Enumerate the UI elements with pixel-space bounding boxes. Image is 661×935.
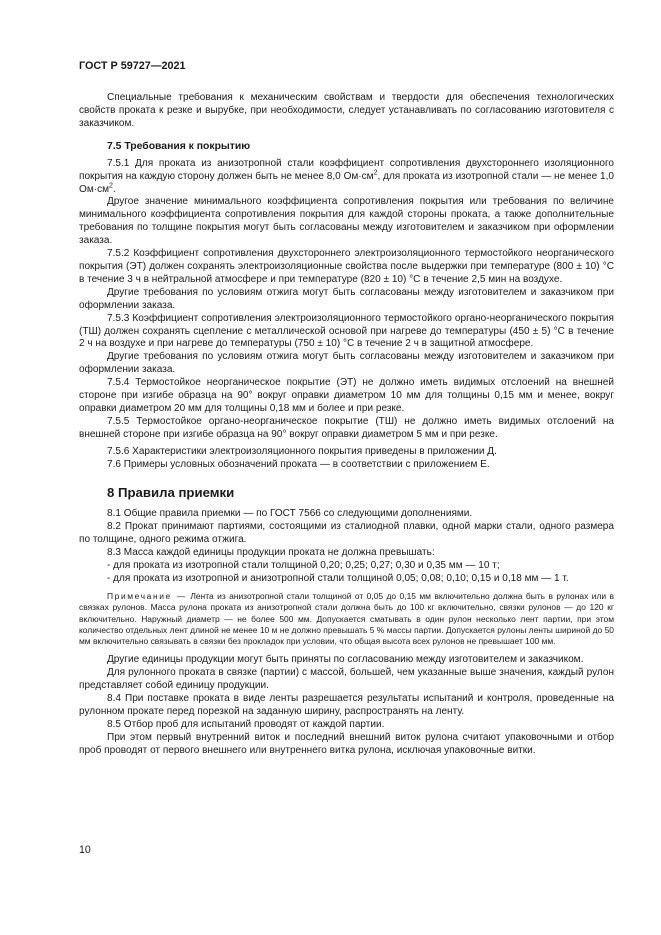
note-label: Примечание — <box>107 590 187 601</box>
paragraph-8-5: 8.5 Отбор проб для испытаний проводят от каждой партии. <box>107 718 385 730</box>
note-text: Лента из анизотропной стали толщиной от 0,05 до 0,15 мм включительно должна быть в рулонах или в связках рулонов. Масса рулона проката из анизотропной стали должна быть до 100 кг включительно, связки рулонов — до 120 кг включительно. Наружный диаметр — не более 500 мм. Допускается сматывать в один рулон несколько лент партии, при этом количество отдельных лент длиной не менее 10 м не должно превышать 5 % массы партии. Допускается рулоны ленты шириной до 50 мм включительно связывать в связки без прокладок при условии, что общая высота всех рулонов не превышает 100 мм. <box>79 590 614 647</box>
paragraph-7-5-5: 7.5.5 Термостойкое органо-неорганическое покрытие (ТШ) не должно иметь видимых отслоений на внешней стороне при изгибе образца на 90° вокруг оправки диаметром 5 мм и при резке. <box>79 415 614 440</box>
paragraph-7-5-2: 7.5.2 Коэффициент сопротивления двухстороннего электроизоляционного термостойкого неорганического покрытия (ЭТ) должен сохранять электроизоляционные свойства после выдержки при температуре (800 ± 10) °С в течение 3 ч в нейтральной атмосфере и при температуре (820 ± 10) °С в течение 2,5 мин на воздухе. <box>79 248 614 285</box>
section-heading-7-5: 7.5 Требования к покрытию <box>107 140 251 152</box>
page-body <box>79 92 614 758</box>
paragraph-7-5-3: 7.5.3 Коэффициент сопротивления электроизоляционного термостойкого органо-неорганического покрытия (ТШ) должен сохранять сцепление с металлической основой при нагреве до температуры (450 ± 5) °С в течение 2 ч на воздухе и при нагреве до температуры (750 ± 10) °С в течение 2 ч в защитной атмосфере. <box>79 312 614 350</box>
note-block <box>79 591 614 647</box>
paragraph-7-6: 7.6 Примеры условных обозначений проката — в соответствии с приложением Е. <box>107 458 490 470</box>
paragraph-8-1: 8.1 Общие правила приемки — по ГОСТ 7566 со следующими дополнениями. <box>107 508 473 520</box>
paragraph-8-4: 8.4 При поставке проката в виде ленты разрешается результаты испытаний и контроля, проведенные на рулонном прокате перед порезкой на заданную ширину, распространять на ленту. <box>79 693 614 718</box>
list-item-anisotropic: - для проката из изотропной и анизотропной стали толщиной 0,05; 0,08; 0,10; 0,15 и 0,18 мм — 1 т. <box>107 573 569 584</box>
paragraph-other-units: Другие единицы продукции могут быть приняты по согласованию между изготовителем и заказчиком. <box>107 654 584 666</box>
list-item-isotropic: - для проката из изотропной стали толщиной 0,20; 0,25; 0,27; 0,30 и 0,35 мм — 10 т; <box>107 560 500 572</box>
paragraph-other-annealing-2: Другие требования по условиям отжига могут быть согласованы между изготовителем и заказчиком при оформлении заказа. <box>79 351 614 376</box>
page-number: 10 <box>79 844 91 856</box>
paragraph-roll-bundle: Для рулонного проката в связке (партии) с массой, большей, чем указанные выше значения, каждый рулон представляет собой единицу продукции. <box>79 667 614 692</box>
paragraph-7-5-4: 7.5.4 Термостойкое неорганическое покрытие (ЭТ) не должно иметь видимых отслоений на внешней стороне при изгибе образца на 90° вокруг оправки диаметром 10 мм для толщины 0,15 мм и менее, вокруг оправки диаметром 20 мм для толщины 0,18 мм и более и при резке. <box>79 377 614 414</box>
paragraph-sampling: При этом первый внутренний виток и последний внешний виток рулона считают упаковочными и отбор проб проводят от первого внешнего или внутреннего витка рулона, исключая упаковочные витки. <box>79 731 614 756</box>
paragraph-other-annealing-1: Другие требования по условиям отжига могут быть согласованы между изготовителем и заказчиком при оформлении заказа. <box>79 286 614 311</box>
paragraph-8-2: 8.2 Прокат принимают партиями, состоящими из сталиодной плавки, одной марки стали, одного размера по толщине, одного режима отжига. <box>79 521 614 546</box>
document-header: ГОСТ Р 59727—2021 <box>79 60 186 72</box>
section-heading-8: 8 Правила приемки <box>107 485 235 501</box>
paragraph-8-3: 8.3 Масса каждой единицы продукции проката не должна превышать: <box>107 547 435 559</box>
paragraph-mechanical-requirements: Специальные требования к механическим свойствам и твердости для обеспечения технологических свойств проката к резке и вырубке, при необходимости, следует устанавливать по согласованию изготовителя с заказчиком. <box>79 92 614 129</box>
paragraph-7-5-6: 7.5.6 Характеристики электроизоляционного покрытия приведены в приложении Д. <box>107 445 497 457</box>
paragraph-7-5-1: 7.5.1 Для проката из анизотропной стали коэффициент сопротивления двухстороннего изоляционного покрытия на каждую сторону должен быть не менее 8,0 $Ом\cdot см^2$, для проката из изотропной стали — не менее 1,0 $Ом\cdot см^2$. <box>79 157 614 195</box>
paragraph-other-value: Другое значение минимального коэффициента сопротивления покрытия или требования по величине минимального коэффициента сопротивления покрытия для каждой стороны проката, а также дополнительные требования по толщине покрытия могут быть согласованы между изготовителем и заказчиком при оформлении заказа. <box>79 196 614 247</box>
